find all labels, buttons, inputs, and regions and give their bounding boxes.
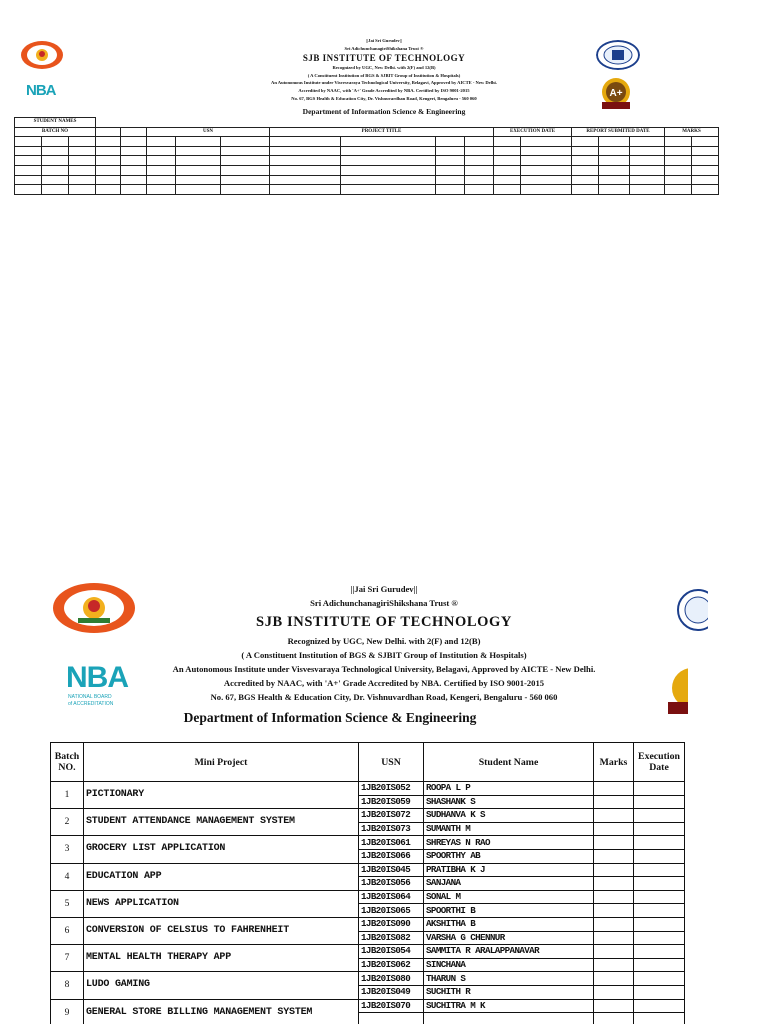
invocation-text: ||Jai Sri Gurudev|| xyxy=(366,38,402,43)
report-submitted-header: REPORT SUBMITED DATE xyxy=(572,127,665,137)
execution-date-cell xyxy=(634,958,685,972)
recognition-text: Recognized by UGC, New Delhi. with 2(F) and 12(B) xyxy=(287,636,481,646)
student-usn: 1JB20IS061 xyxy=(359,836,424,850)
invocation-text: ||Jai Sri Gurudev|| xyxy=(350,584,418,594)
marks-cell xyxy=(594,958,634,972)
student-name: ROOPA L P xyxy=(424,782,594,796)
marks-cell xyxy=(594,999,634,1013)
accreditation-text: Accredited by NAAC, with 'A+' Grade Accredited by NBA. Certified by ISO 9001-2015 xyxy=(298,87,470,93)
department-title: Department of Information Science & Engineering xyxy=(183,710,477,725)
marks-cell xyxy=(594,945,634,959)
student-usn: 1JB20IS052 xyxy=(359,782,424,796)
page1-header xyxy=(0,37,768,102)
table-row xyxy=(51,999,685,1013)
table-header-row xyxy=(15,127,719,137)
project-title: STUDENT ATTENDANCE MANAGEMENT SYSTEM xyxy=(84,809,359,836)
batch-no-header: BATCH NO xyxy=(15,127,96,137)
student-usn: 1JB20IS054 xyxy=(359,945,424,959)
marks-cell xyxy=(594,849,634,863)
batch-number: 4 xyxy=(51,863,84,890)
student-name: SINCHANA xyxy=(424,958,594,972)
project-title: GROCERY LIST APPLICATION xyxy=(84,836,359,863)
constituent-text: ( A Constituent Institution of BGS & SJBIT Group of Institution & Hospitals) xyxy=(307,72,461,78)
student-usn: 1JB20IS045 xyxy=(359,863,424,877)
marks-cell xyxy=(594,782,634,796)
marks-cell xyxy=(594,809,634,823)
table-header-row xyxy=(51,743,685,782)
project-title: NEWS APPLICATION xyxy=(84,890,359,917)
student-usn: 1JB20IS065 xyxy=(359,904,424,918)
student-name: THARUN S xyxy=(424,972,594,986)
document-page-1 xyxy=(0,0,768,200)
student-usn: 1JB20IS082 xyxy=(359,931,424,945)
table-row xyxy=(15,137,719,147)
batch-no-header: Batch NO. xyxy=(51,743,84,782)
marks-cell xyxy=(594,985,634,999)
recognition-text: Recognized by UGC, New Delhi. with 2(F) and 12(B) xyxy=(332,65,436,71)
student-name: AKSHITHA B xyxy=(424,917,594,931)
batch-table xyxy=(50,742,685,1024)
table-row xyxy=(51,863,685,877)
execution-date-cell xyxy=(634,782,685,796)
marks-cell xyxy=(594,836,634,850)
project-title: GENERAL STORE BILLING MANAGEMENT SYSTEM xyxy=(84,999,359,1024)
student-usn: 1JB20IS070 xyxy=(359,999,424,1013)
student-names-header: STUDENT NAMES xyxy=(15,118,96,128)
student-usn xyxy=(359,1013,424,1024)
institute-title: SJB INSTITUTE OF TECHNOLOGY xyxy=(256,614,512,630)
execution-date-cell xyxy=(634,890,685,904)
marks-cell xyxy=(594,877,634,891)
marks-cell xyxy=(594,822,634,836)
student-usn: 1JB20IS064 xyxy=(359,890,424,904)
student-usn: 1JB20IS056 xyxy=(359,877,424,891)
execution-date-cell xyxy=(634,999,685,1013)
student-name: SPOORTHI B xyxy=(424,904,594,918)
student-usn: 1JB20IS072 xyxy=(359,809,424,823)
student-name: SUDHANVA K S xyxy=(424,809,594,823)
institute-title: SJB INSTITUTE OF TECHNOLOGY xyxy=(302,53,466,64)
page2-header xyxy=(0,582,768,704)
student-name xyxy=(424,1013,594,1024)
execution-date-cell xyxy=(634,985,685,999)
trust-text: Sri AdichunchanagiriShikshana Trust ® xyxy=(310,598,458,608)
table-row xyxy=(51,972,685,986)
marks-cell xyxy=(594,863,634,877)
marks-cell xyxy=(594,795,634,809)
student-name: SUCHITRA M K xyxy=(424,999,594,1013)
student-name: SHASHANK S xyxy=(424,795,594,809)
student-name: SAMMITA R ARALAPPANAVAR xyxy=(424,945,594,959)
page1-blank-table xyxy=(14,117,719,195)
table-row xyxy=(15,175,719,185)
student-name: SONAL M xyxy=(424,890,594,904)
execution-date-header: EXECUTION DATE xyxy=(494,127,572,137)
student-name-header: Student Name xyxy=(424,743,594,782)
table-row xyxy=(51,890,685,904)
marks-cell xyxy=(594,917,634,931)
batch-number: 3 xyxy=(51,836,84,863)
execution-date-cell xyxy=(634,904,685,918)
student-name: VARSHA G CHENNUR xyxy=(424,931,594,945)
student-usn: 1JB20IS062 xyxy=(359,958,424,972)
execution-date-cell xyxy=(634,931,685,945)
table-row xyxy=(51,836,685,850)
accreditation-text: Accredited by NAAC, with 'A+' Grade Accredited by NBA. Certified by ISO 9001-2015 xyxy=(223,678,545,688)
student-name: PRATIBHA K J xyxy=(424,863,594,877)
table-row xyxy=(15,165,719,175)
table-row xyxy=(51,945,685,959)
marks-cell xyxy=(594,972,634,986)
marks-cell xyxy=(594,904,634,918)
student-name: SUMANTH M xyxy=(424,822,594,836)
project-title-header: PROJECT TITLE xyxy=(270,127,494,137)
nba-logo-icon: NBA NATIONAL BOARD of ACCREDITATION xyxy=(66,661,128,707)
student-usn: 1JB20IS073 xyxy=(359,822,424,836)
project-title: LUDO GAMING xyxy=(84,972,359,999)
student-usn: 1JB20IS090 xyxy=(359,917,424,931)
student-name: SPOORTHY AB xyxy=(424,849,594,863)
autonomous-text: An Autonomous Institute under Visvesvaraya Technological University, Belagavi, Approved by AICTE - New Delhi. xyxy=(172,664,596,674)
marks-header: Marks xyxy=(594,743,634,782)
execution-date-cell xyxy=(634,917,685,931)
table-row xyxy=(15,185,719,195)
marks-header: MARKS xyxy=(665,127,719,137)
batch-number: 2 xyxy=(51,809,84,836)
autonomous-text: An Autonomous Institute under Visvesvaraya Technological University, Belagavi, Approved by AICTE - New Delhi. xyxy=(271,80,497,86)
batch-number: 7 xyxy=(51,945,84,972)
mini-project-header: Mini Project xyxy=(84,743,359,782)
student-usn: 1JB20IS059 xyxy=(359,795,424,809)
student-name: SANJANA xyxy=(424,877,594,891)
batch-number: 8 xyxy=(51,972,84,999)
department-title: Department of Information Science & Engineering xyxy=(302,107,466,116)
execution-date-cell xyxy=(634,795,685,809)
execution-date-cell xyxy=(634,863,685,877)
project-title: EDUCATION APP xyxy=(84,863,359,890)
student-usn: 1JB20IS080 xyxy=(359,972,424,986)
batch-number: 1 xyxy=(51,782,84,809)
naac-grade: A+ xyxy=(609,88,623,99)
execution-date-cell xyxy=(634,877,685,891)
table-row xyxy=(15,146,719,156)
trust-text: Sri AdichunchanagiriShikshana Trust ® xyxy=(344,45,424,51)
batch-number: 5 xyxy=(51,890,84,917)
constituent-text: ( A Constituent Institution of BGS & SJBIT Group of Institution & Hospitals) xyxy=(241,650,527,660)
student-name: SHREYAS N RAO xyxy=(424,836,594,850)
execution-date-cell xyxy=(634,822,685,836)
project-title: PICTIONARY xyxy=(84,782,359,809)
execution-date-cell xyxy=(634,849,685,863)
address-text: No. 67, BGS Health & Education City, Dr. Vishnuvardhan Road, Kengeri, Bengaluru - 560 060 xyxy=(210,692,558,702)
nba-logo-icon: NBA xyxy=(26,82,56,99)
table-row xyxy=(15,156,719,166)
execution-date-cell xyxy=(634,945,685,959)
batch-number: 6 xyxy=(51,917,84,944)
table-row xyxy=(51,917,685,931)
address-text: No. 67, BGS Health & Education City, Dr. Vishnuvardhan Road, Kengeri, Bengaluru - 560 060 xyxy=(291,95,477,101)
execution-date-cell xyxy=(634,1013,685,1024)
table-row xyxy=(51,782,685,796)
usn-header: USN xyxy=(359,743,424,782)
batch-number: 9 xyxy=(51,999,84,1024)
execution-date-cell xyxy=(634,836,685,850)
execution-date-header: Execution Date xyxy=(634,743,685,782)
usn-header: USN xyxy=(147,127,270,137)
execution-date-cell xyxy=(634,972,685,986)
marks-cell xyxy=(594,931,634,945)
student-usn: 1JB20IS049 xyxy=(359,985,424,999)
student-name: SUCHITH R xyxy=(424,985,594,999)
document-page-2 xyxy=(0,560,768,1024)
student-usn: 1JB20IS066 xyxy=(359,849,424,863)
execution-date-cell xyxy=(634,809,685,823)
project-title: CONVERSION OF CELSIUS TO FAHRENHEIT xyxy=(84,917,359,944)
table-row xyxy=(51,809,685,823)
marks-cell xyxy=(594,890,634,904)
project-title: MENTAL HEALTH THERAPY APP xyxy=(84,945,359,972)
marks-cell xyxy=(594,1013,634,1024)
